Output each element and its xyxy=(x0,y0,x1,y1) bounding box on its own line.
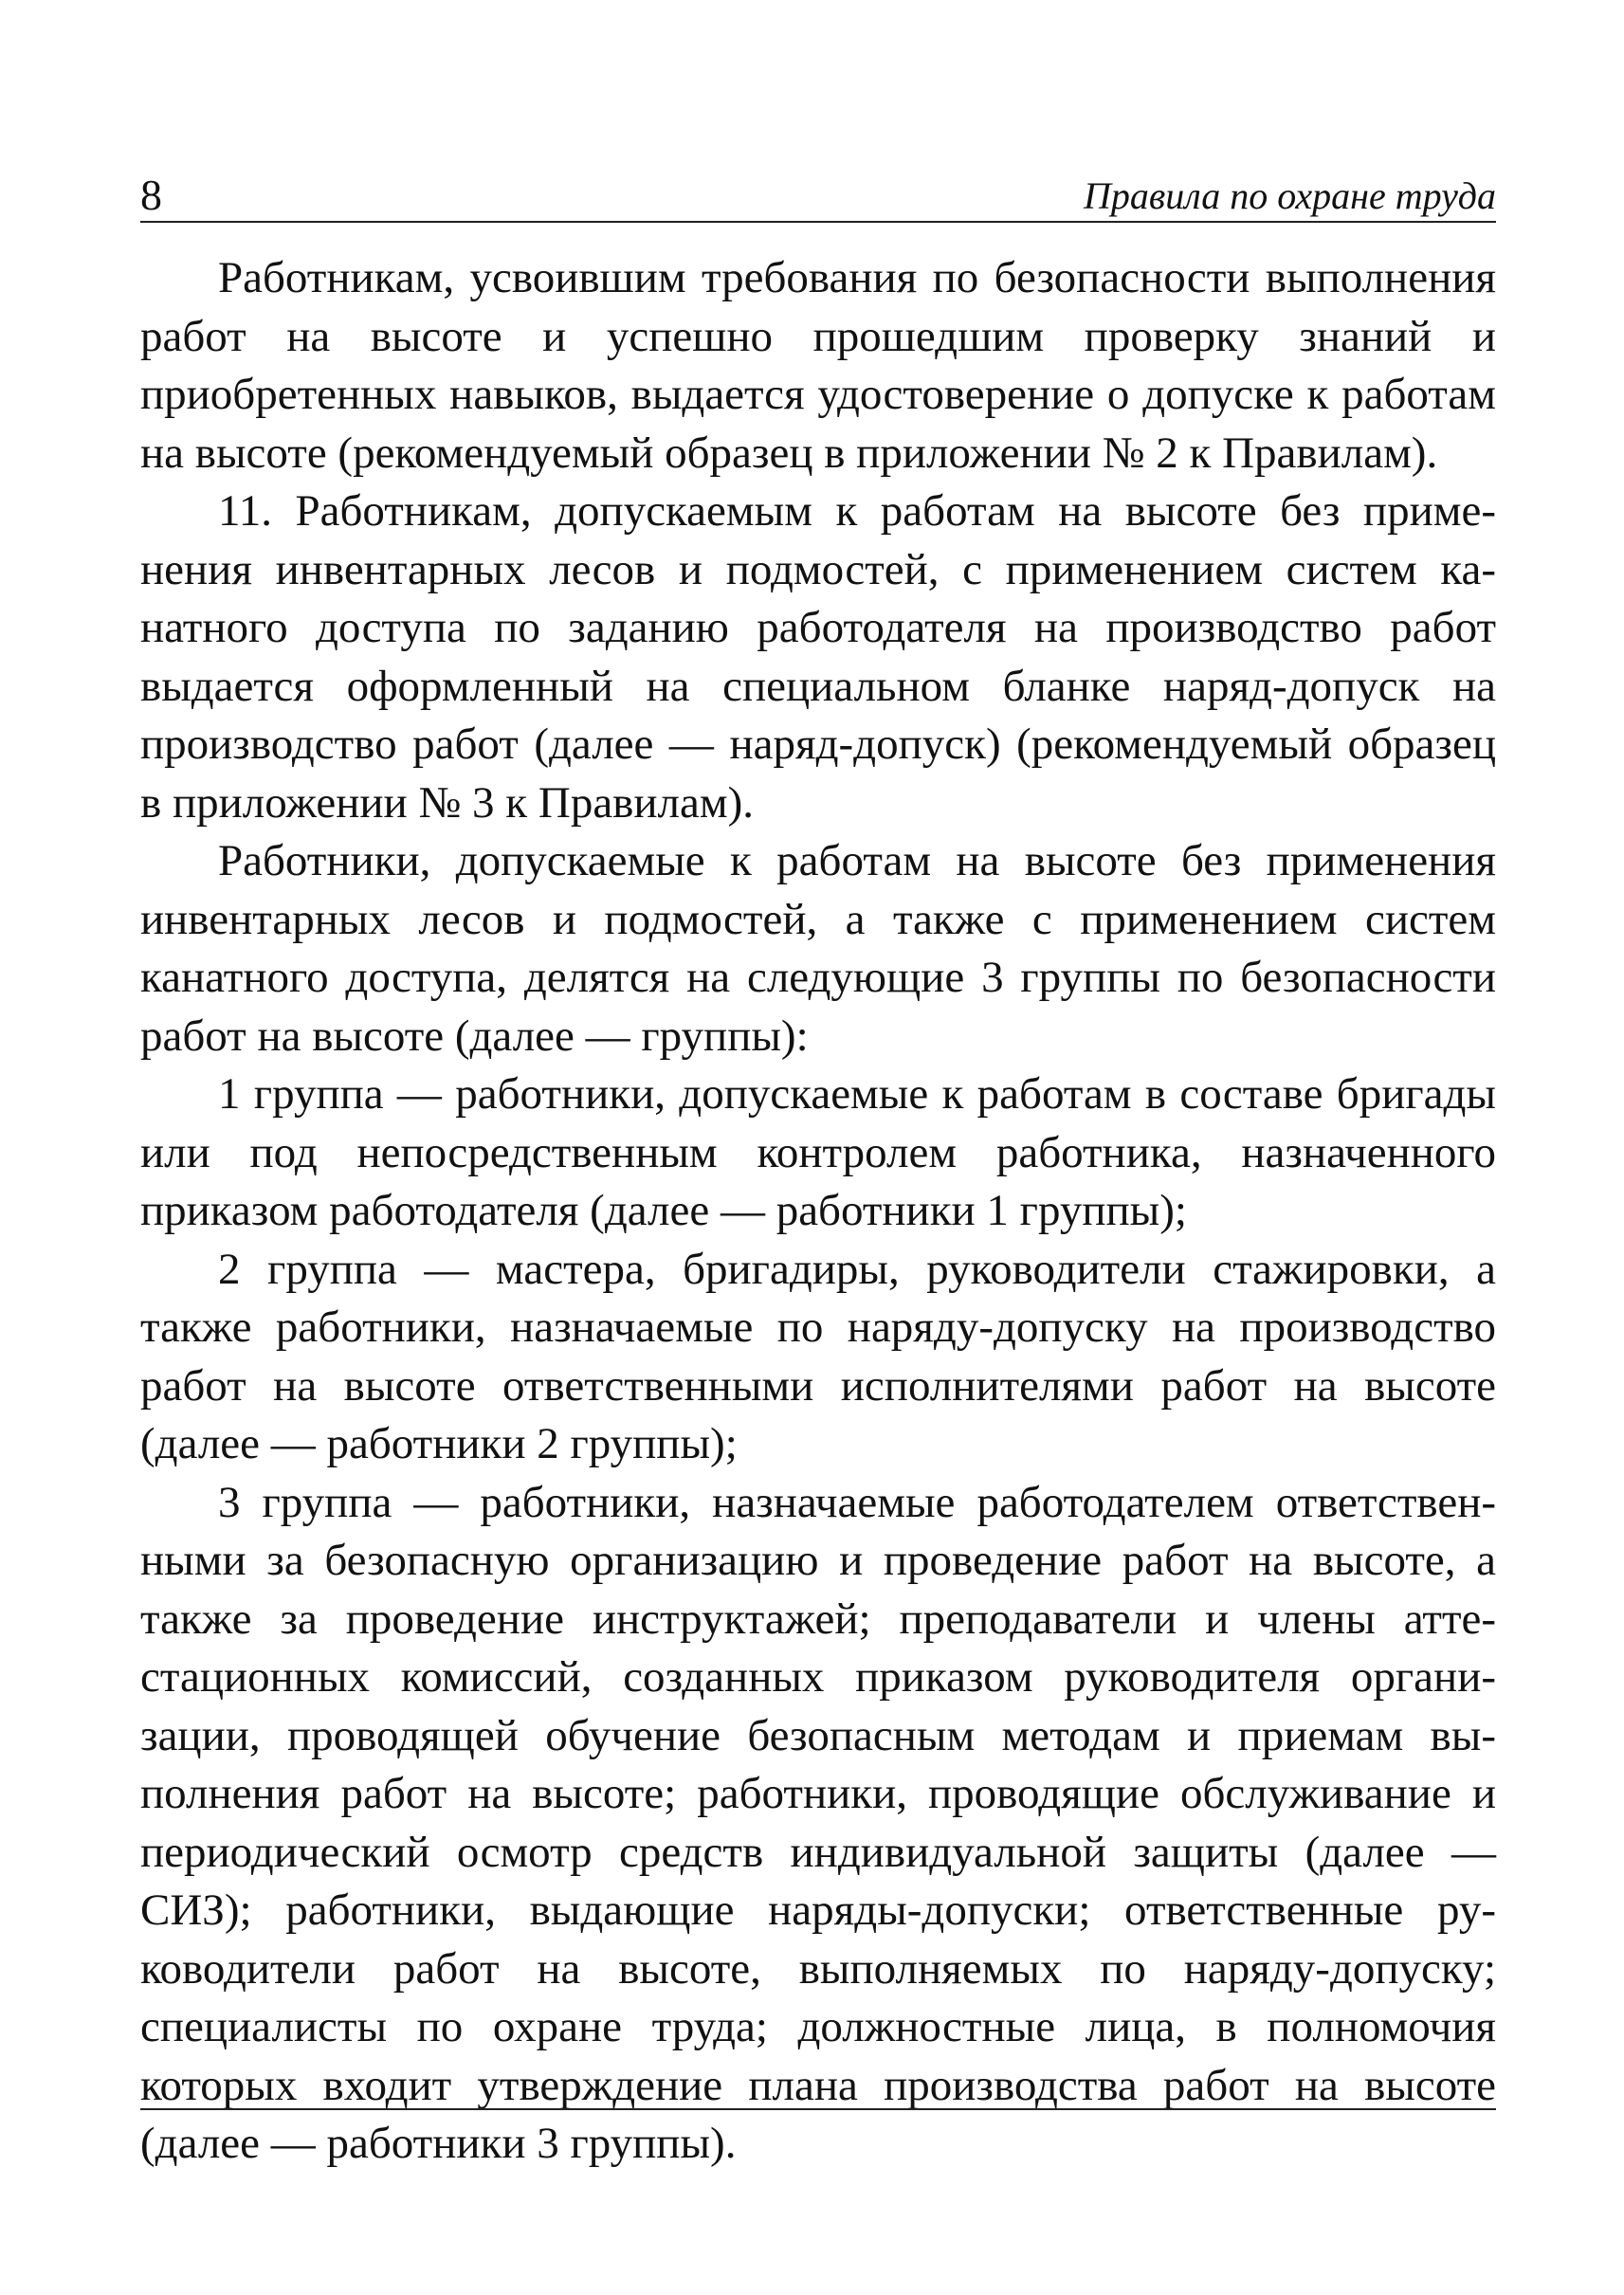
body-text xyxy=(140,249,1496,2174)
running-title: Правила по охране труда xyxy=(1084,174,1496,217)
paragraph-groups-intro: Работники, допускаемые к работам на высоте без применения инвентарных лесов и подмостей, а также с применением систем канатного доступа, делятся на следующие 3 группы по безопасности работ на высоте (далее — группы): xyxy=(140,836,1496,1061)
document-page xyxy=(140,166,1496,2174)
paragraph-certificate: Работникам, усвоившим требования по безопасности выполнения работ на высоте и успешно прошедшим проверку знаний и приобретенных навыков, выдается удостоверение о допуске к работам на высоте (рекомендуемый образец в приложении № 2 к Правилам). xyxy=(140,253,1496,478)
running-header xyxy=(140,166,1496,223)
paragraph-group-1: 1 группа — работники, допускаемые к работам в составе бригады или под непосредственным контролем работника, назначенного приказом работодателя (далее — работники 1 группы); xyxy=(140,1069,1496,1235)
bottom-rule xyxy=(140,2108,1496,2110)
paragraph-group-2: 2 группа — мастера, бригадиры, руководители стажировки, а также работники, назначаемые по наряду-допуску на производство работ на высоте ответственными исполнителями работ на высоте (далее — работники 2 группы); xyxy=(140,1244,1496,1468)
paragraph-group-3: 3 группа — работники, назначаемые работодателем ответственными за безопасную организацию и проведение работ на высоте, а также за проведение инструктажей; преподаватели и члены аттестационных комиссий, созданных приказом руководителя организации, проводящей обучение безопасным методам и приемам выполнения работ на высоте; работники, проводящие обслуживание и периодический осмотр средств индивидуальной защиты (далее — СИЗ); работники, выдающие наряды-допуски; ответственные руководители работ на высоте, выполняемых по наряду-допуску; специалисты по охране труда; должностные лица, в полномочия которых входит утверждение плана производства работ на высоте (далее — работники 3 группы). xyxy=(140,1477,1496,2168)
page-number: 8 xyxy=(140,171,162,219)
paragraph-11-work-permit: 11. Работникам, допускаемым к работам на высоте без применения инвентарных лесов и подмостей, с применением систем канатного доступа по заданию работодателя на производство работ выдается оформленный на специальном бланке наряд-допуск на производство работ (далее — наряд-допуск) (рекомендуемый образец в приложении № 3 к Правилам). xyxy=(140,486,1496,828)
